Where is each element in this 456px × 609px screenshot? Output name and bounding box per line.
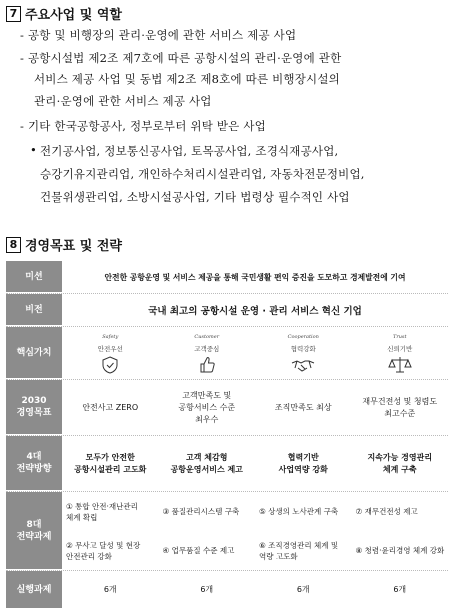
row-label (6, 492, 62, 570)
row-label: 비전 (6, 294, 62, 326)
strategy-line: 협력기반 (287, 452, 319, 462)
core-value (159, 327, 256, 379)
strategy-line: 공항운영서비스 제고 (170, 464, 243, 474)
strategy-line: 고객 체감형 (186, 452, 228, 462)
label-line: 전략방향 (16, 464, 52, 474)
core-value (255, 327, 352, 379)
task-item: ① 통합 안전·재난관리 체계 확립 (66, 501, 138, 522)
section-title: 경영목표 및 전략 (25, 239, 122, 254)
label-line: 경영목표 (16, 408, 52, 418)
goal-line: 안전사고 ZERO (82, 402, 139, 412)
strategy (159, 436, 256, 491)
exec-count: 6개 (296, 585, 310, 594)
task-item: ⑦ 재무건전성 제고 (355, 507, 418, 516)
strategy (352, 436, 449, 491)
core-value (352, 327, 449, 379)
goal-line: 조직만족도 최상 (274, 402, 332, 412)
text-line: 관리·운영에 관한 서비스 제공 사업 (34, 94, 212, 108)
mission-text: 안전한 공항운영 및 서비스 제공을 통해 국민생활 편익 증진을 도모하고 경제발전에 기여 (104, 272, 406, 282)
goal (255, 380, 352, 435)
row-label: 미션 (6, 261, 62, 293)
section-title: 주요사업 및 역할 (25, 8, 122, 23)
row-label: 핵심가치 (6, 327, 62, 379)
goal (62, 380, 159, 435)
tasks-row (6, 492, 448, 571)
strategy (255, 436, 352, 491)
text-line: - 공항시설법 제2조 제7호에 따른 공항시설의 관리·운영에 관한 (20, 51, 342, 65)
strategy-line: 체계 구축 (382, 464, 417, 474)
text-line: 승강기유지관리업, 개인하수처리시설관리업, 자동차전문정비업, (40, 167, 365, 181)
exec-count: 6개 (393, 585, 407, 594)
goal-line: 재무건전성 및 청렴도 (362, 396, 438, 406)
label-line: 4대 (26, 452, 42, 462)
goal-line: 최우수 (195, 414, 219, 424)
task-item: ⑤ 상생의 노사관계 구축 (259, 507, 339, 516)
value-kor: 고객중심 (194, 345, 220, 353)
shield-check-icon (97, 355, 123, 375)
exec-count: 6개 (200, 585, 214, 594)
core-values-row (6, 327, 448, 380)
goal-line: 고객만족도 및 (182, 390, 232, 400)
task-item: ⑧ 청렴·윤리경영 체계 강화 (355, 546, 445, 555)
vision-row (6, 294, 448, 327)
row-label (6, 380, 62, 435)
strategy-table (6, 261, 448, 609)
value-kor: 협력강화 (290, 345, 316, 353)
strategy-line: 모두가 안전한 (85, 452, 135, 462)
scales-icon (387, 355, 413, 375)
value-eng: Customer (194, 334, 220, 340)
task-item: ⑥ 조직경영관리 체계 및 역량 고도화 (259, 540, 339, 561)
row-label: 실행과제 (6, 571, 62, 609)
thumbs-up-icon (194, 355, 220, 375)
goals-row (6, 380, 448, 436)
text-line: - 기타 한국공항공사, 정부로부터 위탁 받은 사업 (20, 119, 266, 133)
section-7-heading (6, 4, 122, 23)
task-item: ② 무사고 달성 및 현장 안전관리 강화 (66, 540, 141, 561)
value-eng: Trust (392, 334, 407, 340)
strategy-line: 공항시설관리 고도화 (74, 464, 147, 474)
text-line: 건물위생관리업, 소방시설공사업, 기타 법령상 필수적인 사업 (40, 190, 350, 204)
exec-count: 6개 (103, 585, 117, 594)
goal (352, 380, 449, 435)
section-number: 7 (6, 6, 21, 22)
mission-row (6, 261, 448, 294)
strategy-line: 사업역량 강화 (278, 464, 328, 474)
value-eng: Cooperation (287, 334, 319, 340)
row-label (6, 436, 62, 491)
text-line: 전기공사업, 정보통신공사업, 토목공사업, 조경식재공사업, (40, 144, 339, 158)
value-kor: 신뢰기반 (387, 345, 413, 353)
text-line: - 공항 및 비행장의 관리·운영에 관한 서비스 제공 사업 (20, 28, 297, 42)
goal-line: 공항서비스 수준 (178, 402, 236, 412)
core-value (62, 327, 159, 379)
value-kor: 안전우선 (97, 345, 123, 353)
strategy-line: 지속가능 경영관리 (367, 452, 433, 462)
strategy (62, 436, 159, 491)
section-8-heading (6, 235, 122, 254)
task-item: ③ 품질관리시스템 구축 (162, 507, 240, 516)
value-eng: Safety (102, 334, 119, 340)
bullet-dot: • (30, 143, 37, 157)
vision-text: 국내 최고의 공항시설 운영 · 관리 서비스 혁신 기업 (148, 306, 362, 317)
handshake-icon (290, 355, 316, 375)
label-line: 8대 (26, 519, 42, 530)
strategies-row (6, 436, 448, 492)
goal (159, 380, 256, 435)
text-line: 서비스 제공 사업 및 동법 제2조 제8호에 따른 비행장시설의 (34, 72, 340, 86)
section-number: 8 (6, 237, 21, 253)
label-line: 2030 (21, 396, 47, 406)
task-item: ④ 업무품질 수준 제고 (162, 546, 235, 555)
label-line: 전략과제 (16, 531, 52, 542)
exec-row (6, 571, 448, 609)
goal-line: 최고수준 (384, 408, 416, 418)
